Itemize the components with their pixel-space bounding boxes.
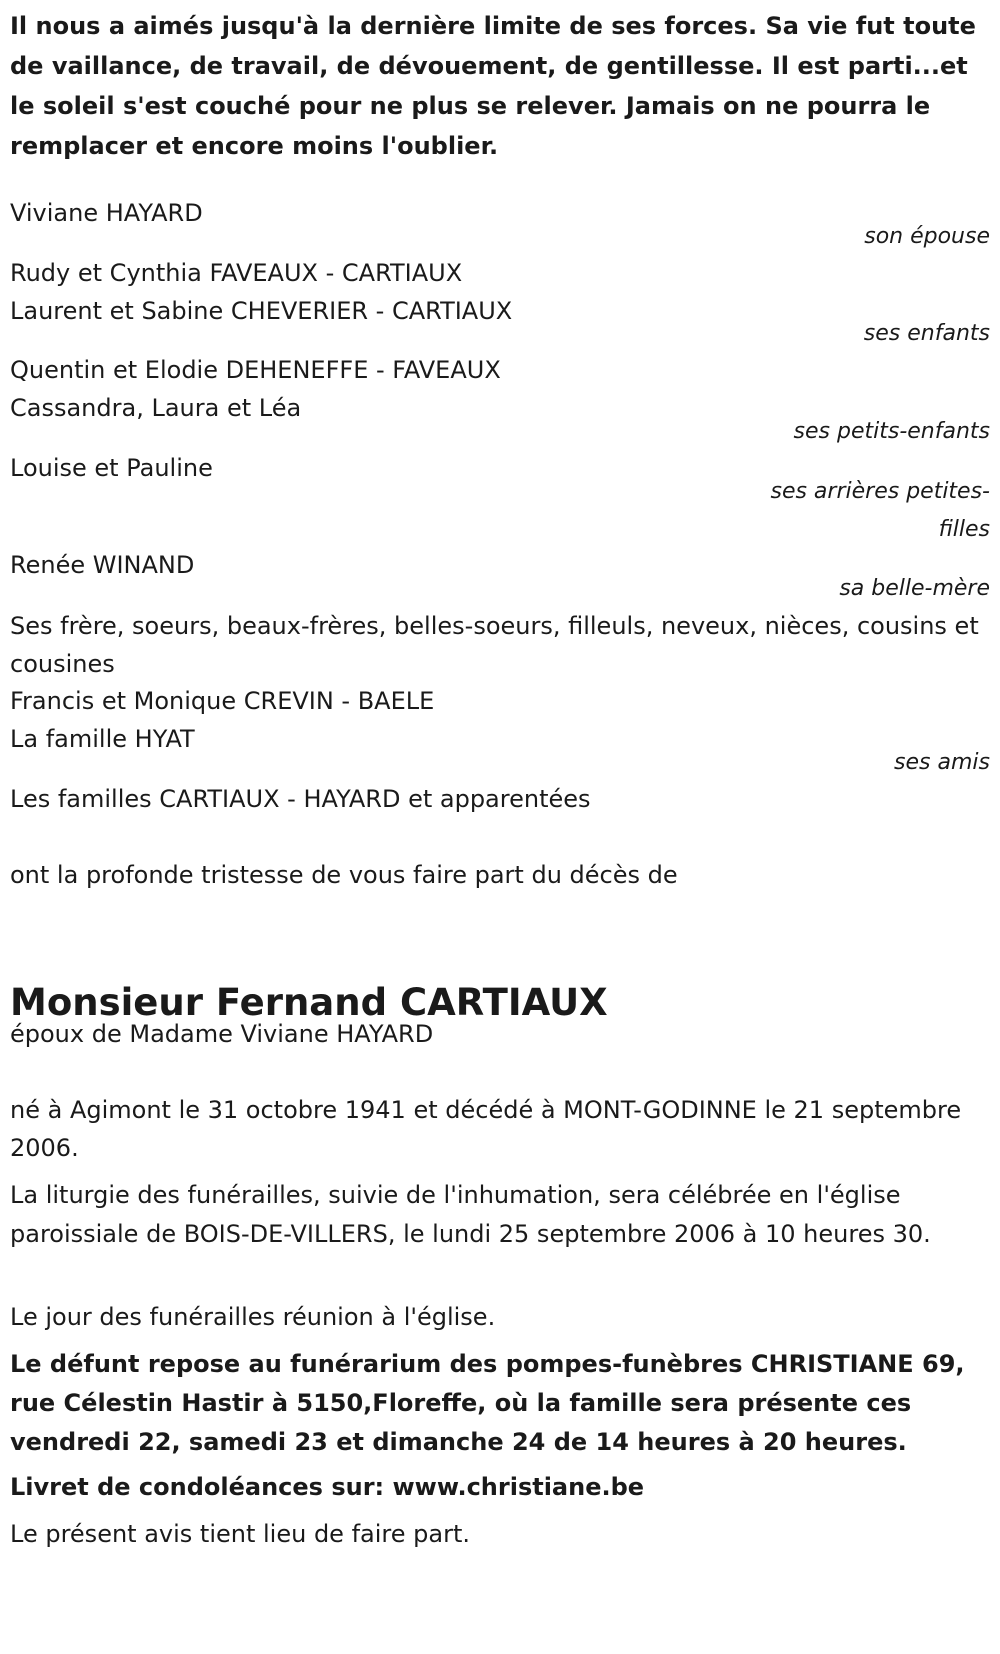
deceased-name: Monsieur Fernand CARTIAUX — [10, 981, 608, 1024]
grandchild-name: Cassandra, Laura et Léa — [10, 394, 302, 422]
great-granddaughters-names: Louise et Pauline — [10, 454, 213, 482]
siblings-line: Ses frère, soeurs, beaux-frères, belles-soeurs, filleuls, neveux, nièces, cousins et cousines — [10, 612, 979, 678]
grandchildren-role: ses petits-enfants — [793, 419, 990, 444]
birth-death-line: né à Agimont le 31 octobre 1941 et décédé à MONT-GODINNE le 21 septembre 2006. — [10, 1096, 962, 1162]
friend-name: La famille HYAT — [10, 725, 195, 753]
notice-line: Le présent avis tient lieu de faire part. — [10, 1520, 470, 1548]
announcement-text: ont la profonde tristesse de vous faire part du décès de — [10, 861, 678, 889]
friends-role: ses amis — [894, 750, 990, 775]
condolences-line: Livret de condoléances sur: www.christiane.be — [10, 1473, 645, 1501]
great-granddaughters-role: ses arrières petites-filles — [770, 479, 990, 542]
liturgy-paragraph: La liturgie des funérailles, suivie de l'inhumation, sera célébrée en l'église paroissiale de BOIS-DE-VILLERS, le lundi 25 septembre 2006 à 10 heures 30. — [10, 1181, 931, 1248]
mother-in-law-role: sa belle-mère — [839, 576, 990, 601]
child-name: Rudy et Cynthia FAVEAUX - CARTIAUX — [10, 259, 463, 287]
grandchild-name: Quentin et Elodie DEHENEFFE - FAVEAUX — [10, 356, 501, 384]
friend-name: Francis et Monique CREVIN - BAELE — [10, 687, 435, 715]
mother-in-law-name: Renée WINAND — [10, 551, 195, 579]
deceased-spouse-line: époux de Madame Viviane HAYARD — [10, 1020, 434, 1048]
children-role: ses enfants — [863, 321, 990, 346]
funerarium-paragraph: Le défunt repose au funérarium des pompes-funèbres CHRISTIANE 69, rue Célestin Hastir à 5150,Floreffe, où la famille sera présente ces vendredi 22, samedi 23 et dimanche 24 de 14 heures à 20 heures. — [10, 1350, 965, 1456]
intro-paragraph: Il nous a aimés jusqu'à la dernière limite de ses forces. Sa vie fut toute de vaillance, de travail, de dévouement, de gentillesse. Il est parti...et le soleil s'est couché pour ne plus se relever. Jamais on ne pourra le remplacer et encore moins l'oublier. — [10, 12, 976, 160]
spouse-role: son épouse — [864, 224, 990, 249]
related-families: Les familles CARTIAUX - HAYARD et apparentées — [10, 785, 591, 813]
spouse-name: Viviane HAYARD — [10, 199, 203, 227]
meeting-line: Le jour des funérailles réunion à l'église. — [10, 1303, 496, 1331]
child-name: Laurent et Sabine CHEVERIER - CARTIAUX — [10, 297, 513, 325]
